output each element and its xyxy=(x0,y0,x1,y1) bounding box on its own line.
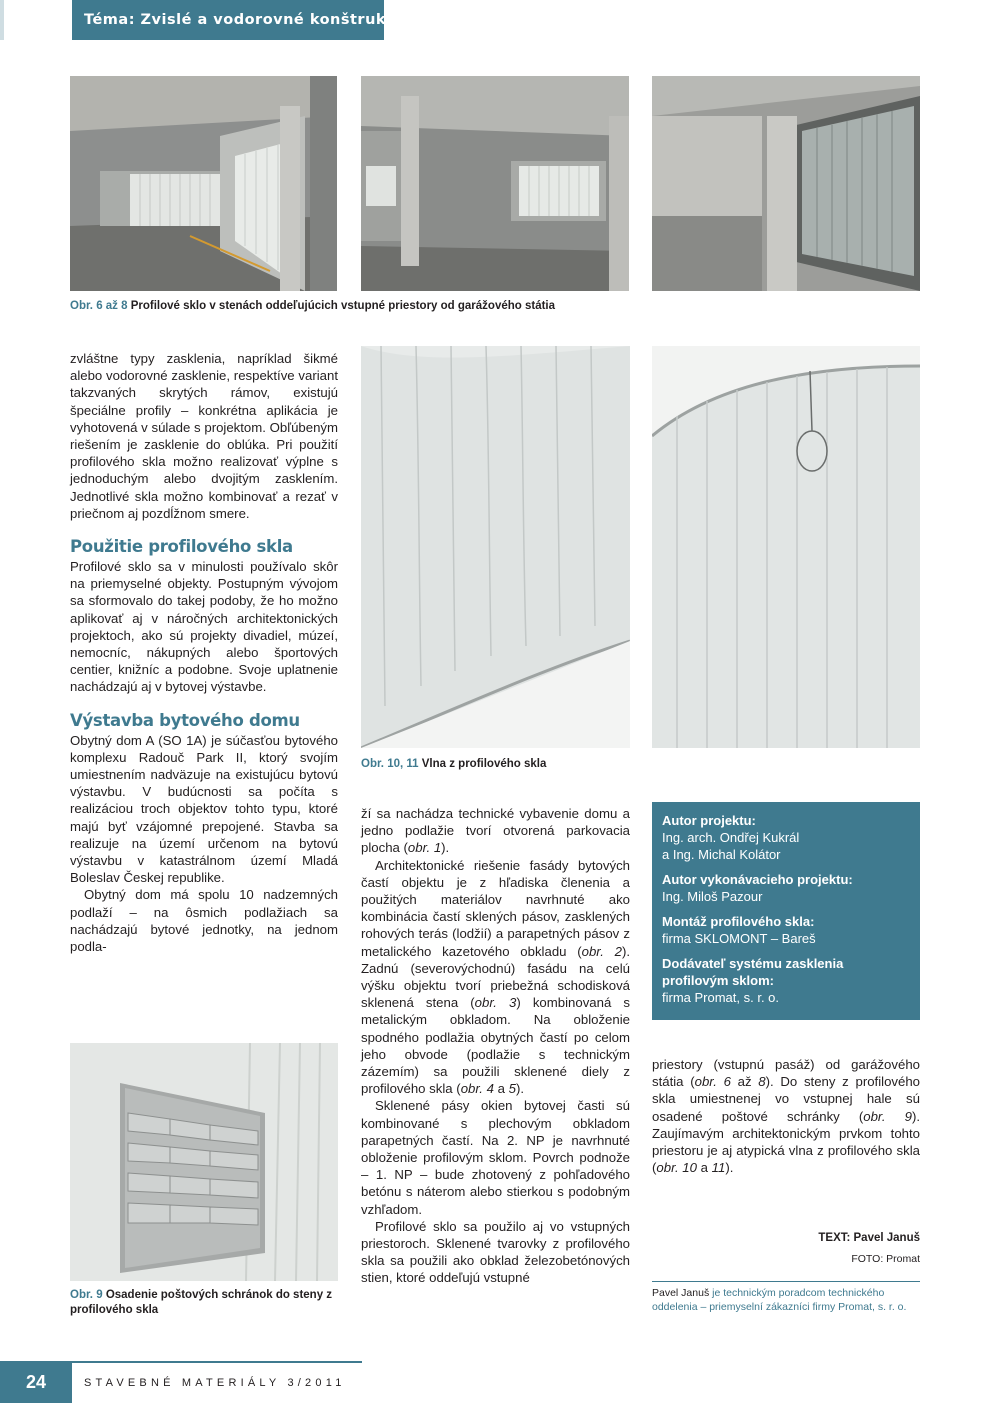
paragraph: Sklenené pásy okien bytovej časti sú kombinované s plechovým obkladom parapetných častí. Na 2. NP je navrhnuté obloženie profilovým sklom. Povrch podnože – 1. NP – bude zhotovený z pohľadového betónu s náterom alebo stierkou s podobným vzhľadom. xyxy=(361,1098,630,1217)
caption-fig6-8 xyxy=(70,299,630,314)
photo-fig11 xyxy=(652,346,920,748)
credit-role: Dodávateľ systému zasklenia xyxy=(662,956,844,971)
text-column-1 xyxy=(70,350,338,955)
photo-fig6 xyxy=(70,76,337,291)
photo-fig10 xyxy=(361,346,630,748)
author-byline: TEXT: Pavel Januš xyxy=(818,1232,920,1244)
photo-fig7 xyxy=(361,76,629,291)
project-credits-box xyxy=(652,802,920,1020)
paragraph: zvláštne typy zasklenia, napríklad šikmé alebo vodorovné zasklenie, respektíve variant takzvaných skrytých rámov, existujú špeciálne profily – konkrétna aplikácia je vyhotovená v súlade s projektom. Obľúbeným riešením je zasklenie do oblúka. Pri použití profilového skla možno realizovať výplne s jednoduchým alebo dvojitým zasklením. Jednotlivé skla možno kombinovať a rezať v priečnom aj pozdĺžnom smere. xyxy=(70,351,338,521)
credit-role: Autor projektu: xyxy=(662,813,756,828)
paragraph: Profilové sklo sa v minulosti používalo skôr na priemyselné objekty. Postupným vývojom sa sformovalo do takej podoby, že ho možno aplikovať aj v náročných architektonických projektoch, ako sú projekty divadiel, múzeí, nemocníc, nákupných alebo športových centier, knižníc a podobne. Svoje uplatnenie nachádzajú aj v bytovej výstavbe. xyxy=(70,559,338,695)
credit-role: Autor vykonávacieho projektu: xyxy=(662,872,853,887)
caption-number: Obr. 10, 11 xyxy=(361,758,419,770)
footer-divider xyxy=(72,1361,362,1363)
page-number: 24 xyxy=(0,1361,72,1403)
caption-number: Obr. 6 až 8 xyxy=(70,300,128,312)
magazine-name: STAVEBNÉ MATERIÁLY 3/2011 xyxy=(84,1377,346,1389)
credit-name: Ing. Miloš Pazour xyxy=(662,889,763,904)
caption-fig9 xyxy=(70,1288,340,1318)
caption-text: Profilové sklo v stenách oddeľujúcich vstupné priestory od garážového státia xyxy=(130,300,556,312)
paragraph: priestory (vstupnú pasáž) od garážového státia (obr. 6 až 8). Do steny z profilového skla umiestnenej vo vstupnej hale sú osadené poštové schránky (obr. 9). Zaujímavým architektonickým prvkom tohto priestoru je aj atypická vlna z profilového skla (obr. 10 a 11). xyxy=(652,1057,920,1176)
photo-credit: FOTO: Promat xyxy=(851,1253,920,1265)
paragraph: Architektonické riešenie fasády bytových častí objektu je z hľadiska členenia a použitých materiálov navrhnuté ako kombinácia častí sklených pásov, zasklených rohových terás (lodžií) a parapetných pásov z metalického kazetového obkladu (obr. 2). Zadnú (severovýchodnú) fasádu na celú výšku objektu tvorí priebežná schodisková sklenená stena (obr. 3) kombinovaná s metalickým obkladom. Na obloženie spodného podlažia obytných častí po celom jeho obvode (podlažie s technickým zázemím) sa použili sklenené diely z profilového skla (obr. 4 a 5). xyxy=(361,857,630,1097)
credit-name: firma SKLOMONT – Bareš xyxy=(662,931,816,946)
credit-name: Ing. arch. Ondřej Kukrál xyxy=(662,830,800,845)
photo-fig8 xyxy=(652,76,920,291)
credit-role: profilovým sklom: xyxy=(662,973,774,988)
paragraph: ží sa nachádza technické vybavenie domu a jedno podlažie tvorí otvorená parkovacia plocha (obr. 1). xyxy=(361,806,630,856)
credit-name: firma Promat, s. r. o. xyxy=(662,990,780,1005)
text-column-2 xyxy=(361,805,630,1287)
credit-name: a Ing. Michal Kolátor xyxy=(662,847,781,862)
photo-fig9 xyxy=(70,1043,338,1281)
topic-header: Téma: Zvislé a vodorovné konštrukcie xyxy=(72,0,384,40)
topic-rule xyxy=(0,0,4,40)
caption-text: Osadenie poštových schránok do steny z profilového skla xyxy=(70,1289,333,1316)
section-heading: Použitie profilového skla xyxy=(70,537,293,557)
caption-fig10-11 xyxy=(361,757,631,772)
text-column-3 xyxy=(652,1056,920,1176)
paragraph: Obytný dom má spolu 10 nadzemných podlaží – na ôsmich podlažiach sa nachádzajú bytové jednotky, na jednom podla- xyxy=(70,887,338,955)
caption-number: Obr. 9 xyxy=(70,1289,103,1301)
paragraph: Profilové sklo sa použilo aj vo vstupných priestoroch. Sklenené tvarovky z profilového skla sa použili ako obklad železobetónových stien, ktoré oddeľujú vstupné xyxy=(361,1218,630,1286)
bio-divider xyxy=(652,1281,920,1282)
credit-role: Montáž profilového skla: xyxy=(662,914,815,929)
section-heading: Výstavba bytového domu xyxy=(70,710,300,730)
paragraph: Obytný dom A (SO 1A) je súčasťou bytového komplexu Radouč Park II, ktorý svojím umiestnením nadväzuje na existujúcu bytovú výstavbu. V budúcnosti sa počíta s realizáciou troch objektov tohto typu, ktoré majú byť vzájomné prepojené. Stavba sa realizuje na území určenom na bytovú výstavbu v katastrálnom území Mladá Boleslav Českej republike. xyxy=(70,732,338,886)
caption-text: Vlna z profilového skla xyxy=(421,758,547,770)
author-bio: Pavel Januš je technickým poradcom technického oddelenia – priemyselní zákazníci firmy Promat, s. r. o. xyxy=(652,1287,907,1313)
